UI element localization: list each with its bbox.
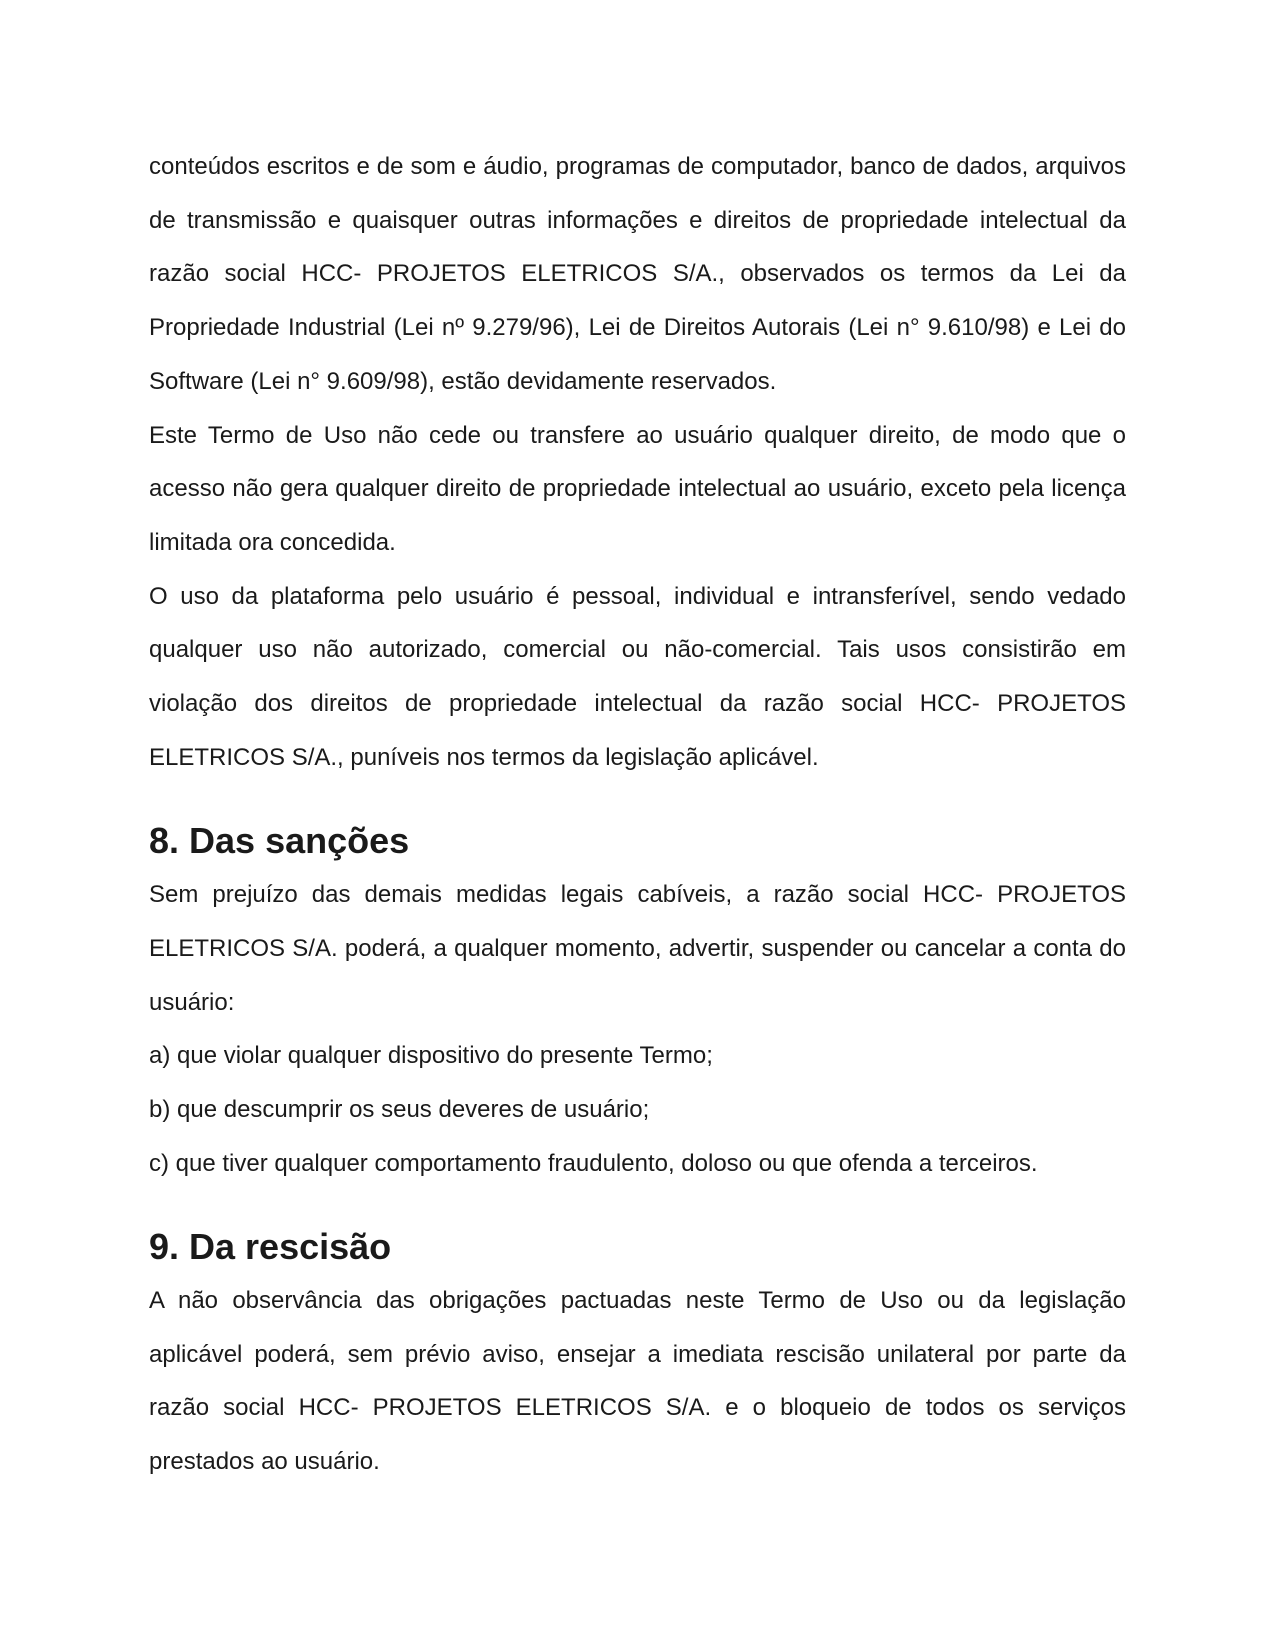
section-spacer <box>149 1190 1126 1220</box>
intro-paragraph-no-transfer: Este Termo de Uso não cede ou transfere ao usuário qualquer direito, de modo que o acesso não gera qualquer direito de propriedade intelectual ao usuário, exceto pela licença limitada ora concedida. <box>149 421 1126 556</box>
section-8-paragraph: Sem prejuízo das demais medidas legais cabíveis, a razão social HCC- PROJETOS ELETRICOS S/A. poderá, a qualquer momento, advertir, suspender ou cancelar a conta do usuário: <box>149 881 1126 1016</box>
section-9-heading: 9. Da rescisão <box>149 1226 392 1268</box>
section-8-item-c: c) que tiver qualquer comportamento fraudulento, doloso ou que ofenda a terceiros. <box>149 1149 1038 1177</box>
section-spacer <box>149 784 1126 814</box>
intro-paragraph-ip-rights: conteúdos escritos e de som e áudio, programas de computador, banco de dados, arquivos de transmissão e quaisquer outras informações e direitos de propriedade intelectual da razão social HCC- PROJETOS ELETRICOS S/A., observados os termos da Lei da Propriedade Industrial (Lei nº 9.279/96), Lei de Direitos Autorais (Lei n° 9.610/98) e Lei do Software (Lei n° 9.609/98), estão devidamente reservados. <box>149 153 1126 395</box>
section-8-item-b: b) que descumprir os seus deveres de usuário; <box>149 1095 650 1123</box>
section-9-paragraph: A não observância das obrigações pactuadas neste Termo de Uso ou da legislação aplicável poderá, sem prévio aviso, ensejar a imediata rescisão unilateral por parte da razão social HCC- PROJETOS ELETRICOS S/A. e o bloqueio de todos os serviços prestados ao usuário. <box>149 1287 1126 1476</box>
intro-paragraph-personal-use: O uso da plataforma pelo usuário é pessoal, individual e intransferível, sendo vedado qualquer uso não autorizado, comercial ou não-comercial. Tais usos consistirão em violação dos direitos de propriedade intelectual da razão social HCC- PROJETOS ELETRICOS S/A., puníveis nos termos da legislação aplicável. <box>149 582 1126 771</box>
document-page <box>149 140 1126 1489</box>
section-8-heading: 8. Das sanções <box>149 820 410 862</box>
section-8-item-a: a) que violar qualquer dispositivo do presente Termo; <box>149 1042 713 1070</box>
